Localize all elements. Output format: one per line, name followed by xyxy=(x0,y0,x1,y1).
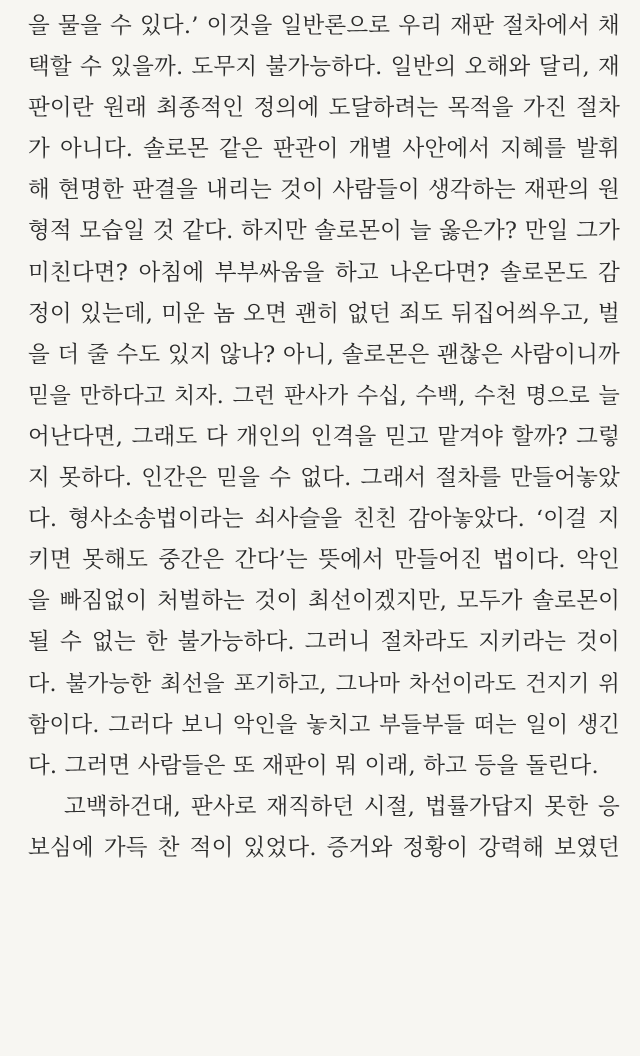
text-line: 을 빠짐없이 처벌하는 것이 최선이겠지만, 모두가 솔로몬이 xyxy=(28,588,620,615)
text-line: 키면 못해도 중간은 간다’는 뜻에서 만들어진 법이다. 악인 xyxy=(28,547,620,574)
text-line: 지 못하다. 인간은 믿을 수 없다. 그래서 절차를 만들어놓았 xyxy=(28,465,620,492)
text-line: 미친다면? 아침에 부부싸움을 하고 나온다면? 솔로몬도 감 xyxy=(28,259,620,286)
text-line: 가 아니다. 솔로몬 같은 판관이 개별 사안에서 지혜를 발휘 xyxy=(28,136,620,163)
text-line: 다. 형사소송법이라는 쇠사슬을 친친 감아놓았다. ‘이걸 지 xyxy=(28,506,620,533)
text-line: 보심에 가득 찬 적이 있었다. 증거와 정황이 강력해 보였던 xyxy=(28,834,620,861)
paragraph-start-line: 고백하건대, 판사로 재직하던 시절, 법률가답지 못한 응 xyxy=(64,793,620,820)
text-line: 믿을 만하다고 치자. 그런 판사가 수십, 수백, 수천 명으로 늘 xyxy=(28,383,620,409)
text-line: 해 현명한 판결을 내리는 것이 사람들이 생각하는 재판의 원 xyxy=(28,177,620,204)
text-line: 어난다면, 그래도 다 개인의 인격을 믿고 맡겨야 할까? 그렇 xyxy=(28,423,620,450)
paragraph-end-line: 다. 그러면 사람들은 또 재판이 뭐 이래, 하고 등을 돌린다. xyxy=(28,752,599,779)
text-line: 판이란 원래 최종적인 정의에 도달하려는 목적을 가진 절차 xyxy=(28,95,620,122)
text-line: 될 수 없는 한 불가능하다. 그러니 절차라도 지키라는 것이 xyxy=(28,629,620,656)
text-line: 을 물을 수 있다.’ 이것을 일반론으로 우리 재판 절차에서 채 xyxy=(28,13,620,39)
text-line: 정이 있는데, 미운 놈 오면 괜히 없던 죄도 뒤집어씌우고, 벌 xyxy=(28,300,620,327)
text-line: 함이다. 그러다 보니 악인을 놓치고 부들부들 떠는 일이 생긴 xyxy=(28,712,620,738)
text-line: 형적 모습일 것 같다. 하지만 솔로몬이 늘 옳은가? 만일 그가 xyxy=(28,218,620,245)
text-line: 택할 수 있을까. 도무지 불가능하다. 일반의 오해와 달리, 재 xyxy=(28,54,620,81)
text-line: 다. 불가능한 최선을 포기하고, 그나마 차선이라도 건지기 위 xyxy=(28,671,620,697)
text-line: 을 더 줄 수도 있지 않나? 아니, 솔로몬은 괜찮은 사람이니까 xyxy=(28,341,620,368)
body-text xyxy=(28,6,620,869)
